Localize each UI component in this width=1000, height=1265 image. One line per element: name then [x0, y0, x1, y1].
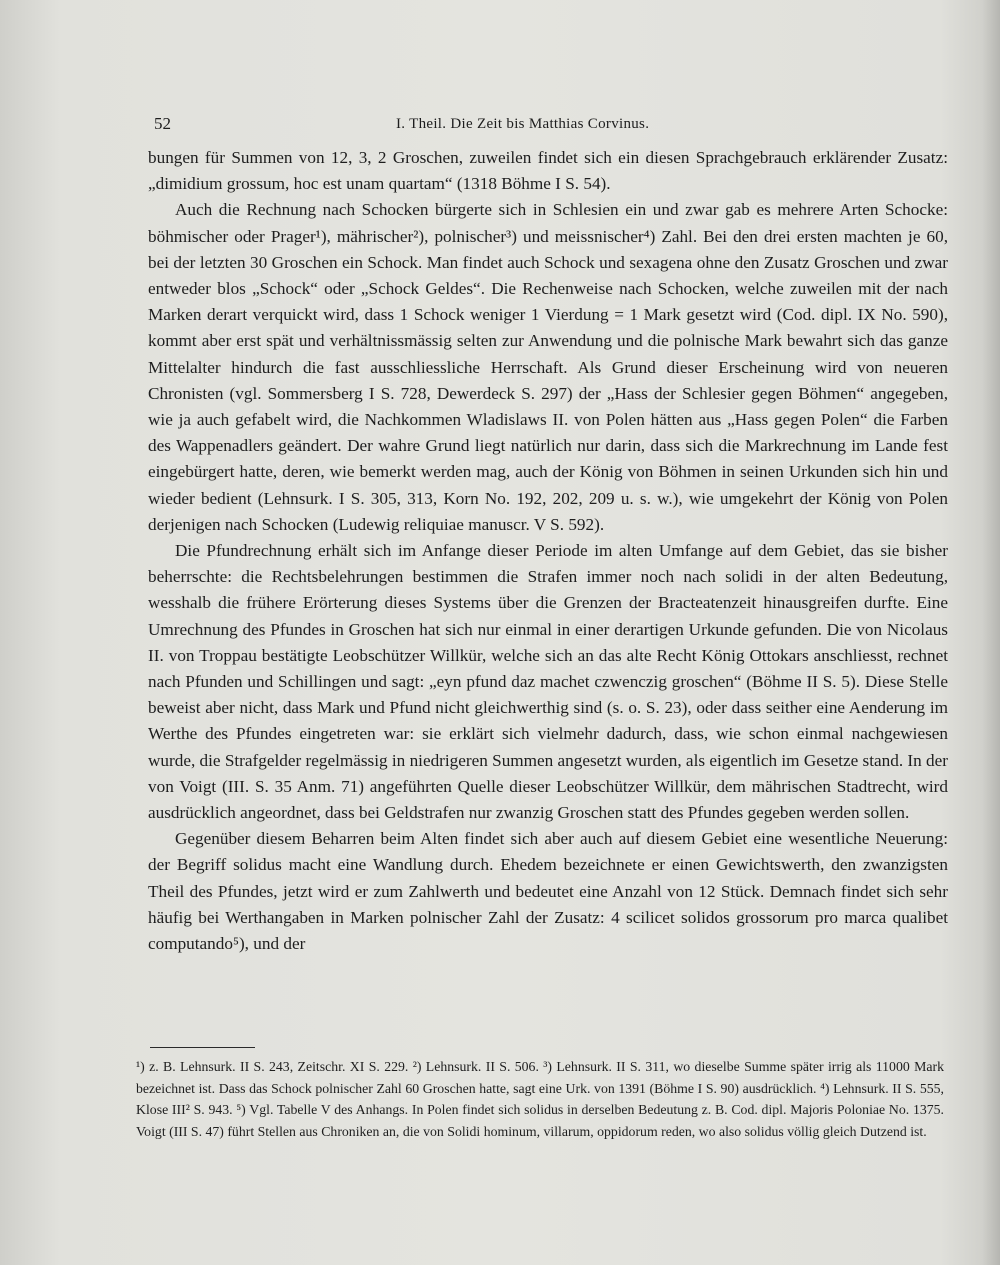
running-head: I. Theil. Die Zeit bis Matthias Corvinus. — [396, 116, 650, 132]
paragraph-solidus: Gegenüber diesem Beharren beim Alten findet sich aber auch auf diesem Gebiet eine wesentliche Neuerung: der Begriff solidus macht eine Wandlung durch. Ehedem bezeichnete er einen Gewichtswerth, den zwanzigsten Theil des Pfundes, jetzt wird er zum Zahlwerth und bedeutet eine Anzahl von 12 Stück. Demnach findet sich sehr häufig bei Werthangaben in Marken polnischer Zahl der Zusatz: 4 scilicet solidos grossorum pro marca qualibet computando⁵), und der — [148, 829, 948, 954]
body-text — [148, 145, 948, 957]
footnote-text: ¹) z. B. Lehnsurk. II S. 243, Zeitschr. XI S. 229. ²) Lehnsurk. II S. 506. ³) Lehnsurk. II S. 311, wo dieselbe Summe später irrig als 11000 Mark bezeichnet ist. Dass das Schock polnischer Zahl 60 Groschen hatte, sagt eine Urk. von 1391 (Böhme I S. 90) ausdrücklich. ⁴) Lehnsurk. II S. 555, Klose III² S. 943. ⁵) Vgl. Tabelle V des Anhangs. In Polen findet sich solidus in derselben Bedeutung z. B. Cod. dipl. Majoris Poloniae No. 1375. Voigt (III S. 47) führt Stellen aus Chroniken an, die von Solidi hominum, villarum, oppidorum reden, wo also solidus völlig gleich Dutzend ist. — [136, 1059, 944, 1139]
paragraph-pfundrechnung: Die Pfundrechnung erhält sich im Anfange dieser Periode im alten Umfange auf dem Gebiet, das sie bisher beherrschte: die Rechtsbelehrungen bestimmen die Strafen immer noch nach solidi in der alten Bedeutung, wesshalb die frühere Erörterung dieses Systems über die Grenzen der Bracteatenzeit hinausgreifen durfte. Eine Umrechnung des Pfundes in Groschen hat sich nur einmal in einer derartigen Urkunde gefunden. Die von Nicolaus II. von Troppau bestätigte Leobschützer Willkür, welche sich an das alte Recht König Ottokars anschliesst, rechnet nach Pfunden und Schillingen und sagt: „eyn pfund daz machet czwenczig groschen“ (Böhme II S. 5). Diese Stelle beweist aber nicht, dass Mark und Pfund nicht gleichwerthig sind (s. o. S. 23), oder dass seither eine Aenderung im Werthe des Pfundes eingetreten war: sie erklärt sich vielmehr dadurch, dass, wie schon einmal nachgewiesen wurde, die Strafgelder regelmässig in niedrigeren Summen angesetzt wurden, als eigentlich im Gesetze stand. In der von Voigt (III. S. 35 Anm. 71) angeführten Quelle dieser Leobschützer Willkür, dem mährischen Stadtrecht, wird ausdrücklich angeordnet, dass bei Geldstrafen nur zwanzig Groschen statt des Pfundes gegeben werden sollen. — [148, 541, 948, 823]
paragraph-schock: Auch die Rechnung nach Schocken bürgerte sich in Schlesien ein und zwar gab es mehrere Arten Schocke: böhmischer oder Prager¹), mährischer²), polnischer³) und meissnischer⁴) Zahl. Bei den drei ersten machten je 60, bei der letzten 30 Groschen ein Schock. Man findet auch Schock und sexagena ohne den Zusatz Groschen und zwar entweder blos „Schock“ oder „Schock Geldes“. Die Rechenweise nach Schocken, welche zuweilen mit der nach Marken derart verquickt wird, dass 1 Schock weniger 1 Vierdung = 1 Mark gesetzt wird (Cod. dipl. IX No. 590), kommt aber erst spät und verhältnissmässig selten zur Anwendung und die polnische Mark bewahrt sich das ganze Mittelalter hindurch die fast ausschliessliche Herrschaft. Als Grund dieser Erscheinung wird von neueren Chronisten (vgl. Sommersberg I S. 728, Dewerdeck S. 297) der „Hass der Schlesier gegen Böhmen“ angegeben, wie ja auch gefabelt wird, die Nachkommen Wladislaws II. von Polen hätten aus „Hass gegen Polen“ die Farben des Wappenadlers geändert. Der wahre Grund liegt natürlich nur darin, dass sich die Markrechnung im Lande fest eingebürgert hatte, deren, wie bemerkt werden mag, auch der König von Böhmen in seinen Urkunden sich hin und wieder bedient (Lehnsurk. I S. 305, 313, Korn No. 192, 202, 209 u. s. w.), wie umgekehrt der König von Polen derjenigen nach Schocken (Ludewig reliquiae manuscr. V S. 592). — [148, 200, 948, 534]
paragraph-continuation: bungen für Summen von 12, 3, 2 Groschen, zuweilen findet sich ein diesen Sprachgebrauch erklärender Zusatz: „dimidium grossum, hoc est unam quartam“ (1318 Böhme I S. 54). — [148, 148, 948, 194]
footnote-rule — [150, 1047, 255, 1048]
page-number: 52 — [154, 114, 171, 133]
page-header — [150, 112, 950, 140]
footnotes — [136, 1056, 944, 1142]
page-edge-shadow — [982, 0, 1000, 1265]
